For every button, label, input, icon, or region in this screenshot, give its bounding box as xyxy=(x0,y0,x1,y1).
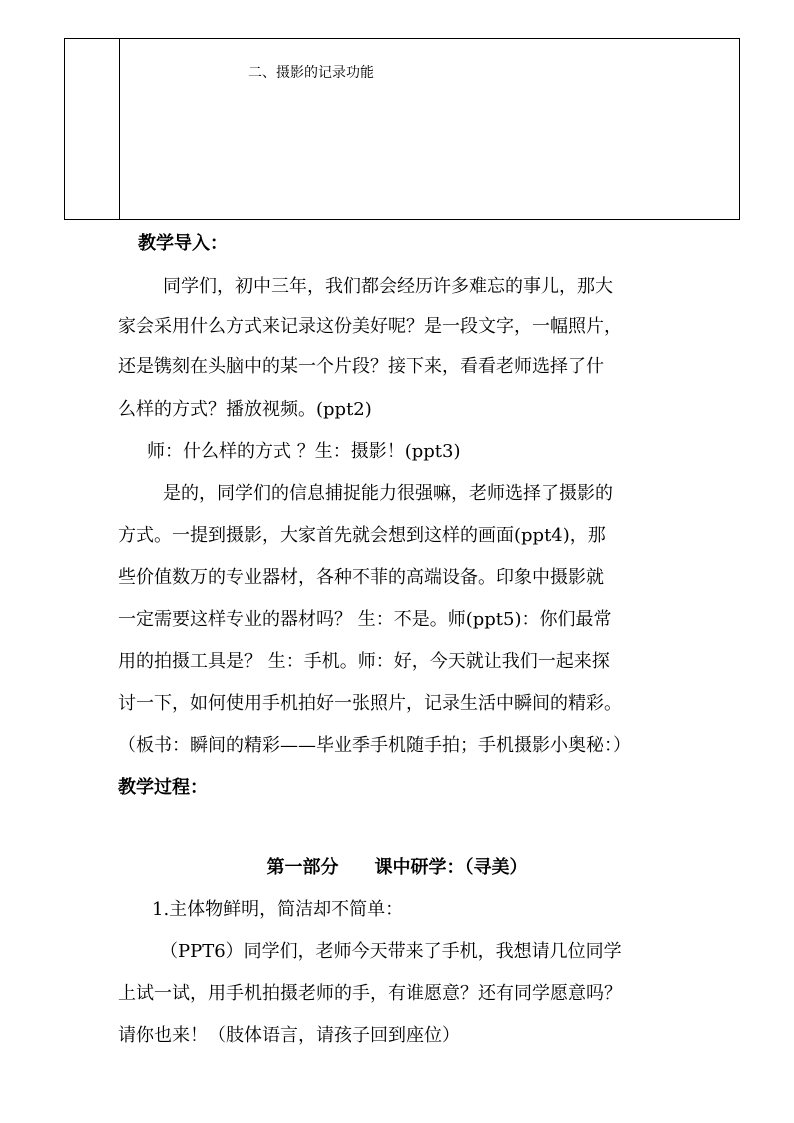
intro-line: 方式。一提到摄影，大家首先就会想到这样的画面(ppt4)，那 xyxy=(118,525,606,546)
process-heading: 教学过程： xyxy=(118,777,208,798)
intro-line: 同学们，初中三年，我们都会经历许多难忘的事儿，那大 xyxy=(163,276,613,297)
intro-line: 师：什么样的方式 ？生：摄影！(ppt3) xyxy=(147,441,461,462)
section-title: 第一部分 课中研学：（寻美） xyxy=(266,857,528,878)
process-line: 请你也来！（肢体语言，请孩子回到座位） xyxy=(118,1025,460,1046)
intro-line: 讨一下，如何使用手机拍好一张照片，记录生活中瞬间的精彩。 xyxy=(118,693,622,714)
intro-line: 些价值数万的专业器材，各种不菲的高端设备。印象中摄影就 xyxy=(118,567,604,588)
table-column-divider xyxy=(119,39,120,219)
intro-line: 家会采用什么方式来记录这份美好呢？是一段文字，一幅照片， xyxy=(118,316,622,337)
intro-line: 么样的方式？播放视频。(ppt2) xyxy=(118,399,372,420)
intro-line: 是的，同学们的信息捕捉能力很强嘛，老师选择了摄影的 xyxy=(163,483,613,504)
intro-line: 还是镌刻在头脑中的某一个片段？接下来，看看老师选择了什 xyxy=(118,356,604,377)
process-line: （PPT6）同学们，老师今天带来了手机，我想请几位同学 xyxy=(160,941,622,962)
process-subheading: 1.主体物鲜明，简洁却不简单： xyxy=(152,899,404,920)
intro-line: 一定需要这样专业的器材吗？ 生：不是。师(ppt5)：你们最常 xyxy=(118,609,612,630)
lesson-table xyxy=(64,38,740,220)
intro-line: 用的拍摄工具是？ 生：手机。师：好，今天就让我们一起来探 xyxy=(118,651,610,672)
table-cell-text: 二、摄影的记录功能 xyxy=(248,65,374,81)
intro-line: （板书：瞬间的精彩——毕业季手机随手拍；手机摄影小奥秘：） xyxy=(118,735,631,756)
intro-heading: 教学导入： xyxy=(138,233,228,254)
process-line: 上试一试，用手机拍摄老师的手，有谁愿意？还有同学愿意吗？ xyxy=(118,983,622,1004)
